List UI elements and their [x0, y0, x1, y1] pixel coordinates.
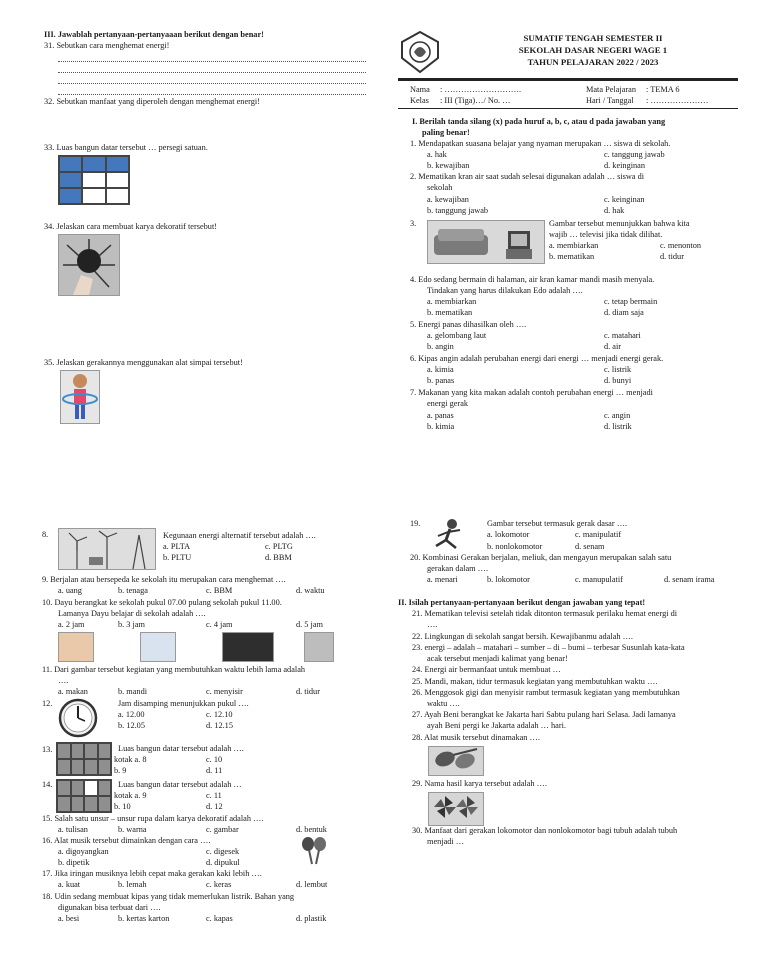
option-10d[interactable]: d. 5 jam: [296, 620, 323, 629]
option-7d[interactable]: d. listrik: [604, 422, 632, 431]
option-15c[interactable]: c. gambar: [206, 825, 239, 834]
question-21-cont: ….: [427, 620, 438, 629]
option-19c[interactable]: c. manipulatif: [575, 530, 622, 539]
option-19a[interactable]: a. lokomotor: [487, 530, 530, 539]
question-33: 33. Luas bangun datar tersebut … persegi satuan.: [44, 143, 208, 152]
section2-title: II. Isilah pertanyaan-pertanyaan berikut dengan jawaban yang tepat!: [398, 598, 646, 607]
area-grid-14: [56, 779, 112, 813]
option-1c[interactable]: c. tanggung jawab: [604, 150, 665, 159]
bathing-activity-image: [140, 632, 176, 662]
question-4-cont: Tindakan yang harus dilakukan Edo adalah ….: [427, 286, 583, 295]
student-info: [398, 83, 738, 109]
area-grid-33: [58, 155, 130, 205]
option-13a[interactable]: kotak a. 8: [114, 755, 147, 764]
maracas-image: [428, 746, 484, 776]
option-19b[interactable]: b. nonlokomotor: [487, 542, 543, 551]
question-34: 34. Jelaskan cara membuat karya dekoratif tersebut!: [44, 222, 218, 231]
option-18c[interactable]: c. kapas: [206, 914, 233, 923]
question-16: 16. Alat musik tersebut dimainkan dengan cara ….: [42, 836, 211, 845]
option-3a[interactable]: a. membiarkan: [549, 241, 599, 250]
question-4: 4. Edo sedang bermain di halaman, air kran kamar mandi masih menyala.: [410, 275, 655, 284]
question-18-cont: digunakan bisa terbuat dari ….: [58, 903, 161, 912]
option-15b[interactable]: b. warna: [118, 825, 147, 834]
option-12d[interactable]: d. 12.15: [206, 721, 233, 730]
question-1: 1. Mendapatkan suasana belajar yang nyaman merupakan … siswa di sekolah.: [410, 139, 671, 148]
option-1b[interactable]: b. kewajiban: [427, 161, 470, 170]
option-6a[interactable]: a. kimia: [427, 365, 454, 374]
question-25: 25. Mandi, makan, tidur termasuk kegiatan yang membutuhkan waktu ….: [412, 677, 658, 686]
option-14c[interactable]: c. 11: [206, 791, 222, 800]
header-divider: [398, 78, 738, 81]
option-5a[interactable]: a. gelombang laut: [427, 331, 487, 340]
option-5d[interactable]: d. air: [604, 342, 622, 351]
question-27-cont: ayah Beni pergi ke Jakarta adalah … hari.: [427, 721, 566, 730]
renewable-energy-image: [58, 528, 156, 570]
option-4a[interactable]: a. membiarkan: [427, 297, 477, 306]
option-20b[interactable]: b. lokomotor: [487, 575, 530, 584]
clock-icon: [58, 698, 98, 738]
option-3d[interactable]: d. tidur: [660, 252, 684, 261]
option-7a[interactable]: a. panas: [427, 411, 454, 420]
header-title-1: SUMATIF TENGAH SEMESTER II: [523, 33, 663, 43]
question-10-cont: Lamanya Dayu belajar di sekolah adalah ….: [58, 609, 206, 618]
option-20d[interactable]: d. senam irama: [664, 575, 715, 584]
option-6c[interactable]: c. listrik: [604, 365, 632, 374]
question-20: 20. Kombinasi Gerakan berjalan, meliuk, dan mengayun merupakan salah satu: [410, 553, 672, 562]
option-16c[interactable]: c. digesek: [206, 847, 240, 856]
question-26: 26. Menggosok gigi dan menyisir rambut termasuk kegiatan yang membutuhkan: [412, 688, 680, 697]
question-26-cont: waktu ….: [427, 699, 460, 708]
option-14a[interactable]: kotak a. 9: [114, 791, 147, 800]
option-9d[interactable]: d. waktu: [296, 586, 325, 595]
question-23-cont: acak tersebut menjadi kalimat yang benar!: [427, 654, 568, 663]
question-24: 24. Energi air bermanfaat untuk membuat …: [412, 665, 561, 674]
question-22: 22. Lingkungan di sekolah sangat bersih. Kewajibanmu adalah ….: [412, 632, 633, 641]
option-15a[interactable]: a. tulisan: [58, 825, 88, 834]
kelas-field[interactable]: : III (Tiga)…/ No. …: [440, 96, 511, 105]
question-32: 32. Sebutkan manfaat yang diperoleh dengan menghemat energi!: [44, 97, 260, 106]
option-4d[interactable]: d. diam saja: [604, 308, 644, 317]
option-11b[interactable]: b. mandi: [118, 687, 148, 696]
option-12c[interactable]: c. 12.10: [206, 710, 233, 719]
option-18d[interactable]: d. plastik: [296, 914, 327, 923]
living-room-tv-image: [427, 220, 545, 264]
question-11-cont: ….: [58, 676, 69, 685]
option-18b[interactable]: b. kertas karton: [118, 914, 170, 923]
question-13-number: 13.: [42, 745, 53, 754]
question-12-number: 12.: [42, 699, 53, 708]
option-10b[interactable]: b. 3 jam: [118, 620, 145, 629]
option-17d[interactable]: d. lembut: [296, 880, 328, 889]
question-21: 21. Mematikan televisi setelah tidak ditonton termasuk perilaku hemat energi di: [412, 609, 678, 618]
option-11d[interactable]: d. tidur: [296, 687, 320, 696]
question-13: Luas bangun datar tersebut adalah ….: [118, 744, 244, 753]
question-31: 31. Sebutkan cara menghemat energi!: [44, 41, 170, 50]
question-12: Jam disamping menunjukkan pukul ….: [118, 699, 249, 708]
option-4b[interactable]: b. mematikan: [427, 308, 473, 317]
option-4c[interactable]: c. tetap bermain: [604, 297, 658, 306]
question-5: 5. Energi panas dihasilkan oleh ….: [410, 320, 527, 329]
question-8-number: 8.: [42, 530, 49, 539]
question-29: 29. Nama hasil karya tersebut adalah ….: [412, 779, 548, 788]
option-9b[interactable]: b. tenaga: [118, 586, 148, 595]
option-15d[interactable]: d. bentuk: [296, 825, 327, 834]
question-35: 35. Jelaskan gerakannya menggunakan alat simpai tersebut!: [44, 358, 243, 367]
option-10a[interactable]: a. 2 jam: [58, 620, 85, 629]
option-5b[interactable]: b. angin: [427, 342, 454, 351]
nama-field[interactable]: : ……………………….: [440, 85, 522, 94]
option-13c[interactable]: c. 10: [206, 755, 223, 764]
question-6: 6. Kipas angin adalah perubahan energi dari energi … menjadi energi gerak.: [410, 354, 664, 363]
question-8: Kegunaan energi alternatif tersebut adalah ….: [163, 531, 316, 540]
section1-title-cont: paling benar!: [422, 128, 470, 137]
question-27: 27. Ayah Beni berangkat ke Jakarta hari Sabtu pulang hari Selasa. Jadi lamanya: [412, 710, 676, 719]
question-20-cont: gerakan dalam ….: [427, 564, 489, 573]
section3-title: III. Jawablah pertanyaan-pertanyaaan berikut dengan benar!: [44, 30, 264, 39]
mapel-value: : TEMA 6: [646, 85, 680, 94]
sleeping-activity-image: [222, 632, 274, 662]
option-12a[interactable]: a. 12.00: [118, 710, 145, 719]
option-8c[interactable]: c. PLTG: [265, 542, 293, 551]
option-6d[interactable]: d. bunyi: [604, 376, 632, 385]
option-18a[interactable]: a. besi: [58, 914, 80, 923]
option-9a[interactable]: a. uang: [58, 586, 82, 595]
option-3b[interactable]: b. mematikan: [549, 252, 595, 261]
question-17: 17. Jika iringan musiknya lebih cepat maka gerakan kaki lebih ….: [42, 869, 262, 878]
question-14-number: 14.: [42, 780, 53, 789]
header-title-2: SEKOLAH DASAR NEGERI WAGE 1: [518, 45, 668, 55]
option-11c[interactable]: c. menyisir: [206, 687, 243, 696]
hari-label: Hari / Tanggal: [586, 96, 634, 105]
option-14d[interactable]: d. 12: [206, 802, 223, 811]
option-1a[interactable]: a. hak: [427, 150, 447, 159]
option-11a[interactable]: a. makan: [58, 687, 88, 696]
hari-field[interactable]: : …………………: [646, 96, 709, 105]
option-2d[interactable]: d. hak: [604, 206, 625, 215]
pinwheel-image: [428, 792, 484, 826]
question-19-number: 19.: [410, 519, 421, 528]
option-1d[interactable]: d. keinginan: [604, 161, 646, 170]
option-7c[interactable]: c. angin: [604, 411, 631, 420]
question-7: 7. Makanan yang kita makan adalah contoh perubahan energi … menjadi: [410, 388, 653, 397]
question-30: 30. Manfaat dari gerakan lokomotor dan nonlokomotor bagi tubuh adalah tubuh: [412, 826, 678, 835]
section1-title: I. Berilah tanda silang (x) pada huruf a, b, c, atau d pada jawaban yang: [412, 117, 666, 126]
option-9c[interactable]: c. BBM: [206, 586, 233, 595]
nama-label: Nama: [410, 85, 430, 94]
option-3c[interactable]: c. menonton: [660, 241, 702, 250]
question-3: Gambar tersebut menunjukkan bahwa kita: [549, 219, 690, 228]
question-9: 9. Berjalan atau bersepeda ke sekolah itu merupakan cara menghemat ….: [42, 575, 286, 584]
question-3-number: 3.: [410, 219, 417, 228]
school-logo: [398, 30, 442, 74]
option-10c[interactable]: c. 4 jam: [206, 620, 233, 629]
kelas-label: Kelas: [410, 96, 429, 105]
option-17a[interactable]: a. kuat: [58, 880, 81, 889]
option-2c[interactable]: c. keinginan: [604, 195, 645, 204]
header-title-3: TAHUN PELAJARAN 2022 / 2023: [527, 57, 659, 67]
decorative-art-image: [58, 234, 120, 296]
option-19d[interactable]: d. senam: [575, 542, 605, 551]
option-14b[interactable]: b. 10: [114, 802, 131, 811]
option-6b[interactable]: b. panas: [427, 376, 455, 385]
question-19: Gambar tersebut termasuk gerak dasar ….: [487, 519, 628, 528]
option-8d[interactable]: d. BBM: [265, 553, 292, 562]
option-16b[interactable]: b. dipetik: [58, 858, 90, 867]
option-2a[interactable]: a. kewajiban: [427, 195, 469, 204]
option-17b[interactable]: b. lemah: [118, 880, 147, 889]
mapel-label: Mata Pelajaran: [586, 85, 636, 94]
question-14: Luas bangun datar tersebut adalah …: [118, 780, 242, 789]
option-7b[interactable]: b. kimia: [427, 422, 455, 431]
area-grid-13: [56, 742, 112, 776]
option-5c[interactable]: c. matahari: [604, 331, 641, 340]
option-12b[interactable]: b. 12.05: [118, 721, 145, 730]
option-8b[interactable]: b. PLTU: [163, 553, 192, 562]
combing-activity-image: [304, 632, 334, 662]
option-2b[interactable]: b. tanggung jawab: [427, 206, 489, 215]
question-2: 2. Mematikan kran air saat sudah selesai digunakan adalah … siswa di: [410, 172, 645, 181]
option-20c[interactable]: c. manupulatif: [575, 575, 623, 584]
question-2-cont: sekolah: [427, 183, 453, 192]
option-8a[interactable]: a. PLTA: [163, 542, 191, 551]
option-20a[interactable]: a. menari: [427, 575, 458, 584]
question-30-cont: menjadi …: [427, 837, 465, 846]
answer-lines-31[interactable]: [58, 51, 366, 95]
question-10: 10. Dayu berangkat ke sekolah pukul 07.00 pulang sekolah pukul 11.00.: [42, 598, 282, 607]
option-17c[interactable]: c. keras: [206, 880, 232, 889]
running-child-icon: [428, 518, 472, 552]
question-7-cont: energi gerak: [427, 399, 469, 408]
question-3-cont: wajib … televisi jika tidak dilihat.: [549, 230, 663, 239]
question-11: 11. Dari gambar tersebut kegiatan yang membutuhkan waktu lebih lama adalah: [42, 665, 306, 674]
option-13b[interactable]: b. 9: [114, 766, 127, 775]
question-15: 15. Salah satu unsur – unsur rupa dalam karya dekoratif adalah ….: [42, 814, 264, 823]
hula-hoop-child-image: [60, 370, 100, 424]
eating-activity-image: [58, 632, 94, 662]
option-16d[interactable]: d. dipukul: [206, 858, 240, 867]
question-28: 28. Alat musik tersebut dinamakan ….: [412, 733, 540, 742]
option-13d[interactable]: d. 11: [206, 766, 223, 775]
option-16a[interactable]: a. digoyangkan: [58, 847, 109, 856]
question-18: 18. Udin sedang membuat kipas yang tidak memerlukan listrik. Bahan yang: [42, 892, 295, 901]
maracas-icon: [300, 836, 328, 866]
question-23: 23. energi – adalah – matahari – sumber – di – bumi – terbesar Susunlah kata-kata: [412, 643, 685, 652]
